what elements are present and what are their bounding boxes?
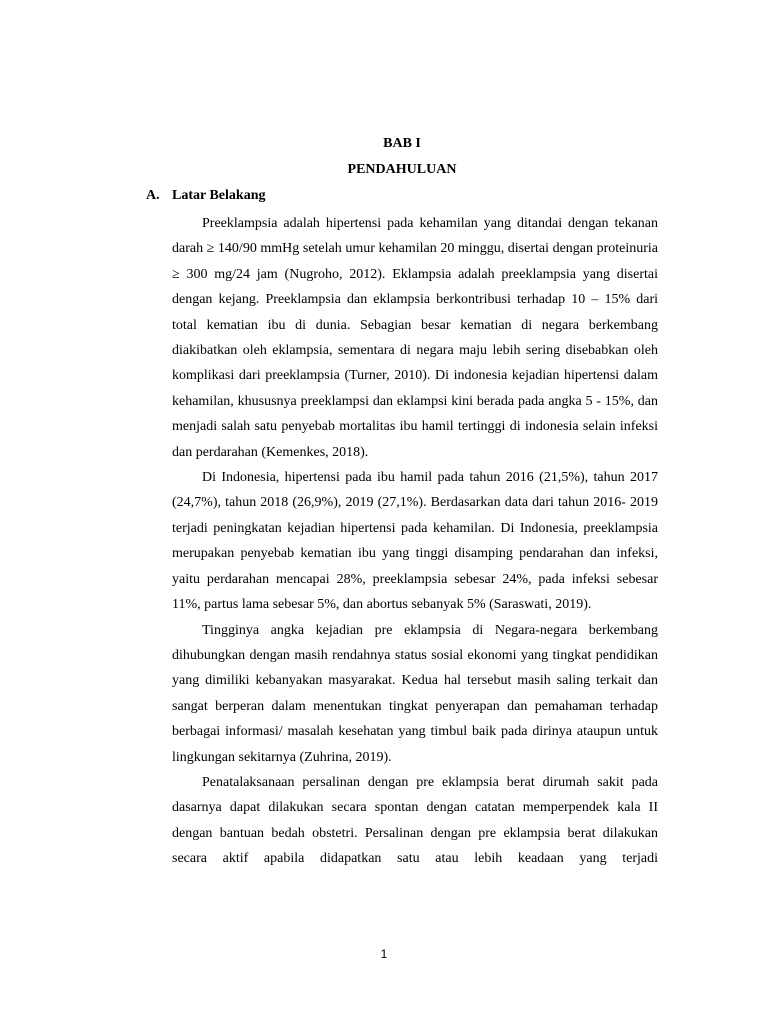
chapter-title: BAB I	[383, 136, 421, 151]
paragraph-3: Tingginya angka kejadian pre eklampsia di Negara-negara berkembang dihubungkan dengan masih rendahnya status sosial ekonomi yang tingkat pendidikan yang dimiliki kebanyakan masyarakat. Kedua hal tersebut masih saling terkait dan sangat berperan dalam menentukan tingkat penyerapan dan pemahaman terhadap berbagai informasi/ masalah kesehatan yang timbul baik pada dirinya ataupun untuk lingkungan sekitarnya (Zuhrina, 2019).	[172, 622, 658, 765]
paragraph-4: Penatalaksanaan persalinan dengan pre eklampsia berat dirumah sakit pada dasarnya dapat dilakukan secara spontan dengan catatan memperpendek kala II dengan bantuan bedah obstetri. Persalinan dengan pre eklampsia berat dilakukan secara aktif apabila didapatkan satu atau lebih keadaan yang terjadi	[172, 774, 658, 867]
section-marker: A.	[146, 188, 160, 203]
paragraph-1: Preeklampsia adalah hipertensi pada kehamilan yang ditandai dengan tekanan darah ≥ 140/90 mmHg setelah umur kehamilan 20 minggu, disertai dengan proteinuria ≥ 300 mg/24 jam (Nugroho, 2012). Eklampsia adalah preeklampsia yang disertai dengan kejang. Preeklampsia dan eklampsia berkontribusi terhadap 10 – 15% dari total kematian ibu di dunia. Sebagian besar kematian di negara berkembang diakibatkan oleh eklampsia, sementara di negara maju lebih sering disebabkan oleh komplikasi dari preeklampsia (Turner, 2010). Di indonesia kejadian hipertensi dalam kehamilan, khususnya preeklampsi dan eklampsi kini berada pada angka 5 - 15%, dan menjadi salah satu penyebab mortalitas ibu hamil tertinggi di indonesia selain infeksi dan perdarahan (Kemenkes, 2018).	[172, 216, 658, 460]
chapter-subtitle: PENDAHULUAN	[347, 162, 457, 177]
section-heading	[146, 188, 265, 204]
section-title: Latar Belakang	[172, 188, 266, 203]
body-text	[172, 211, 658, 872]
page-number: 1	[380, 947, 388, 961]
paragraph-2: Di Indonesia, hipertensi pada ibu hamil pada tahun 2016 (21,5%), tahun 2017 (24,7%), tahun 2018 (26,9%), 2019 (27,1%). Berdasarkan data dari tahun 2016- 2019 terjadi peningkatan kejadian hipertensi pada kehamilan. Di Indonesia, preeklampsia merupakan penyebab kematian ibu yang tinggi disamping pendarahan dan infeksi, yaitu perdarahan mencapai 28%, preeklampsia sebesar 24%, pada infeksi sebesar 11%, partus lama sebesar 5%, dan abortus sebanyak 5% (Saraswati, 2019).	[172, 470, 658, 613]
